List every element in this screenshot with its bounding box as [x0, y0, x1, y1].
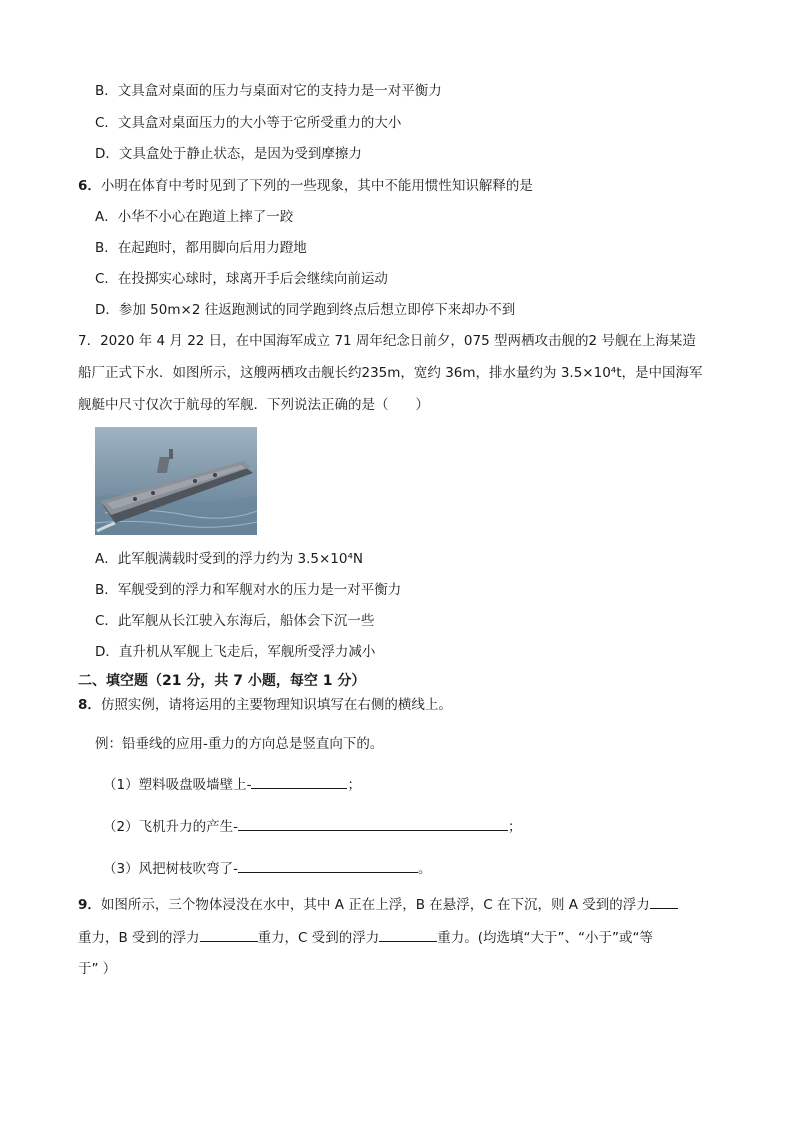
section-2-heading: 二、填空题（21 分，共 7 小题，每空 1 分） [78, 673, 366, 689]
q8-example: 例：铅垂线的应用-重力的方向总是竖直向下的。 [95, 736, 384, 752]
q6-option-d: D．参加 50m×2 往返跑测试的同学跑到终点后想立即停下来却办不到 [95, 302, 516, 318]
q7-stem-line-3: 舰艇中尺寸仅次于航母的军舰．下列说法正确的是（ ） [78, 397, 429, 413]
q8-item-1-label: （1）塑料吸盘吸墙壁上- [103, 777, 252, 793]
q7-option-a: A．此军舰满载时受到的浮力约为 3.5×10⁴N [95, 551, 363, 567]
warship-illustration [95, 427, 257, 535]
q6-stem: 小明在体育中考时见到了下列的一些现象，其中不能用惯性知识解释的是 [100, 178, 533, 194]
q6-option-c: C．在投掷实心球时，球离开手后会继续向前运动 [95, 271, 388, 287]
q9-blank-c[interactable] [379, 927, 437, 942]
q9-blank-b[interactable] [200, 927, 258, 942]
q8-item-2-label: （2）飞机升力的产生- [103, 819, 238, 835]
warship-photo [95, 427, 257, 535]
q7-stem-1: 2020 年 4 月 22 日，在中国海军成立 71 周年纪念日前夕，075 型两栖攻击舰的2 号舰在上海某造 [100, 333, 696, 349]
q8-item-2-end: ； [507, 819, 522, 835]
q9-number: 9． [78, 897, 101, 913]
q9-line-3: 于” ） [78, 961, 117, 977]
q6-number: 6． [78, 178, 101, 194]
q9-line-1 [78, 894, 678, 914]
q8-stem: 仿照实例，请将运用的主要物理知识填写在右侧的横线上。 [100, 697, 452, 713]
q7-option-d: D．直升机从军舰上飞走后，军舰所受浮力减小 [95, 644, 376, 660]
q6-option-a: A．小华不小心在跑道上摔了一跤 [95, 209, 294, 225]
q8-item-3-end: 。 [417, 861, 432, 877]
q8-item-1-blank[interactable] [251, 774, 347, 789]
q5-option-c: C．文具盒对桌面压力的大小等于它所受重力的大小 [95, 115, 402, 131]
q7-option-c: C．此军舰从长江驶入东海后，船体会下沉一些 [95, 613, 375, 629]
q8-item-2 [103, 816, 521, 836]
q7-number: 7． [78, 333, 101, 349]
q6-option-b: B．在起跑时，都用脚向后用力蹬地 [95, 240, 307, 256]
q9-text-1: 如图所示，三个物体浸没在水中，其中 A 正在上浮，B 在悬浮，C 在下沉，则 A 受到的浮力 [100, 897, 650, 913]
q9-text-2c: 重力。(均选填“大于”、“小于”或“等 [437, 930, 654, 946]
q8-item-2-blank[interactable] [238, 816, 508, 831]
q8-item-1 [103, 774, 361, 794]
q5-option-d: D．文具盒处于静止状态，是因为受到摩擦力 [95, 146, 362, 162]
q7-option-b: B．军舰受到的浮力和军舰对水的压力是一对平衡力 [95, 582, 402, 598]
q8-item-3-blank[interactable] [238, 858, 418, 873]
q8-item-3 [103, 858, 431, 878]
q8-stem-line [78, 696, 452, 714]
q8-item-1-end: ； [347, 777, 361, 793]
q5-option-b: B．文具盒对桌面的压力与桌面对它的支持力是一对平衡力 [95, 83, 442, 99]
q7-stem-line-2: 船厂正式下水．如图所示，这艘两栖攻击舰长约235m，宽约 36m，排水量约为 3.5×10⁴t，是中国海军 [78, 365, 703, 381]
q8-item-3-label: （3）风把树枝吹弯了- [103, 861, 238, 877]
q9-blank-a[interactable] [650, 894, 678, 909]
q7-stem-line-1 [78, 332, 696, 350]
q6-stem-line [78, 177, 533, 195]
q8-number: 8． [78, 697, 101, 713]
q9-text-2b: 重力，C 受到的浮力 [257, 930, 380, 946]
q9-text-2a: 重力，B 受到的浮力 [78, 930, 200, 946]
q9-line-2 [78, 927, 653, 947]
